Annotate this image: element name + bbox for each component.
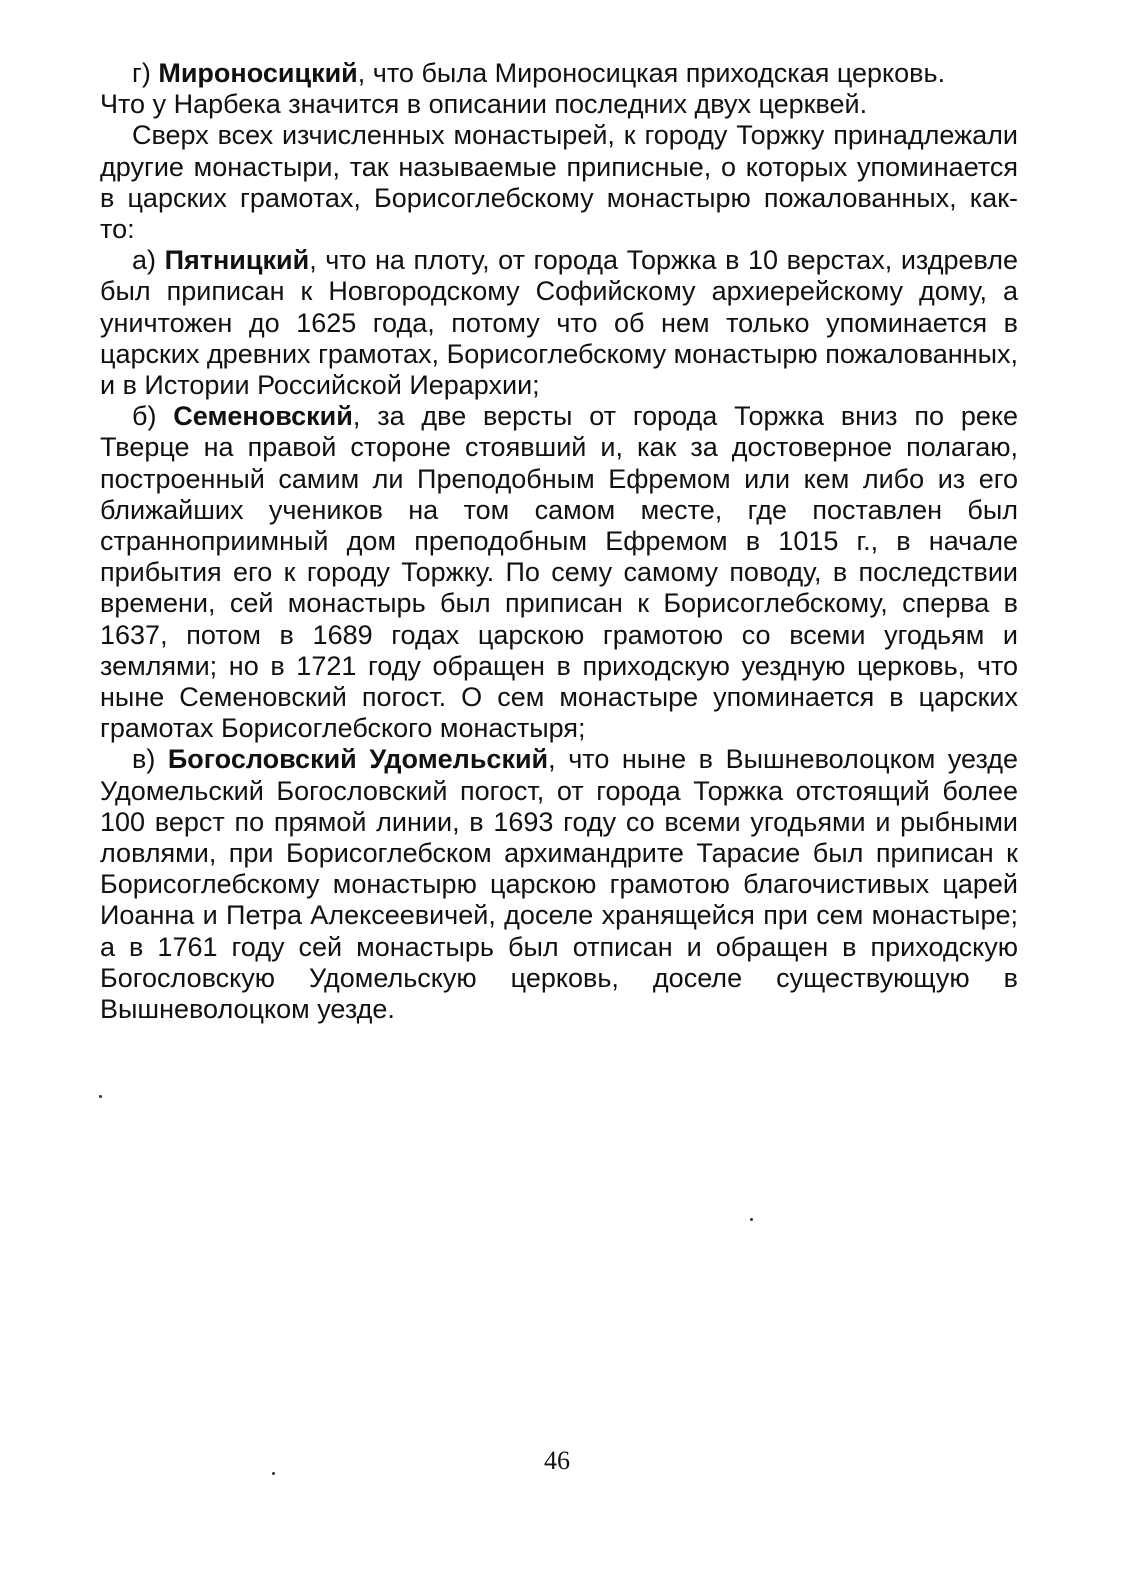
paragraph-text: Сверх всех изчисленных монастырей, к городу Торжку принадлежали другие монастыри, так называемые приписные, о которых упоминается в царских грамотах, Борисоглебскому монастырю пожалованных, как-то:: [100, 120, 1018, 245]
scan-speck: [750, 1218, 753, 1221]
page-text: [100, 58, 1018, 1025]
paragraph-intro-monasteries: [100, 120, 1018, 245]
monastery-name: Пятницкий: [164, 245, 310, 276]
item-marker: б): [132, 401, 174, 432]
paragraph-text: , что на плоту, от города Торжка в 10 верстах, издревле был приписан к Новгородскому Софийскому архиерейскому дому, а уничтожен до 1625 года, потому что об нем только упоминается в царских древних грамотах, Борисоглебскому монастырю пожалованных, и в Истории Российской Иерархии;: [100, 245, 1018, 401]
paragraph-text: , за две версты от города Торжка вниз по реке Тверце на правой стороне стоявший и, как за достоверное полагаю, построенный самим ли Преподобным Ефремом или кем либо из его ближайших учеников на том самом месте, где поставлен был странноприимный дом преподобным Ефремом в 1015 г., в начале прибытия его к городу Торжку. По сему самому поводу, в последствии времени, сей монастырь был приписан к Борисоглебскому, сперва в 1637, потом в 1689 годах царскою грамотою со всеми угодьям и землями; но в 1721 году обращен в приходскую уездную церковь, что ныне Семеновский погост. О сем монастыре упоминается в царских грамотах Борисоглебского монастыря;: [100, 401, 1018, 744]
paragraph-text: , что ныне в Вышневолоцком уезде Удомельский Богословский погост, от города Торжка отстоящий более 100 верст по прямой линии, в 1693 году со всеми угодьями и рыбными ловлями, при Борисоглебском архимандрите Тарасие был приписан к Борисоглебскому монастырю царскою грамотою благочистивых царей Иоанна и Петра Алексеевичей, доселе хранящейся при сем монастыре; а в 1761 году сей монастырь был отписан и обращен в приходскую Богословскую Удомельскую церковь, доселе существующую в Вышневолоцком уезде.: [100, 744, 1018, 1025]
paragraph-text: , что была Мироносицкая приходская церковь.: [357, 58, 946, 88]
scan-speck: [272, 1472, 275, 1475]
item-marker: а): [132, 245, 165, 276]
paragraph-bogoslovsky: [100, 744, 1018, 1025]
scan-speck: [99, 1095, 102, 1098]
monastery-name: Семеновский: [173, 401, 353, 432]
monastery-name: Богословский Удомельский: [167, 744, 549, 775]
item-marker: г): [132, 58, 159, 88]
item-marker: в): [132, 744, 168, 775]
paragraph-semenovsky: [100, 401, 1018, 744]
paragraph-narbek: [100, 89, 1018, 120]
paragraph-text: Что у Нарбека значится в описании последних двух церквей.: [100, 89, 868, 120]
paragraph-mironositsky: [100, 58, 1018, 89]
page-number: 46: [544, 1446, 570, 1475]
monastery-name: Мироносицкий: [158, 58, 358, 88]
paragraph-pyatnitsky: [100, 245, 1018, 401]
